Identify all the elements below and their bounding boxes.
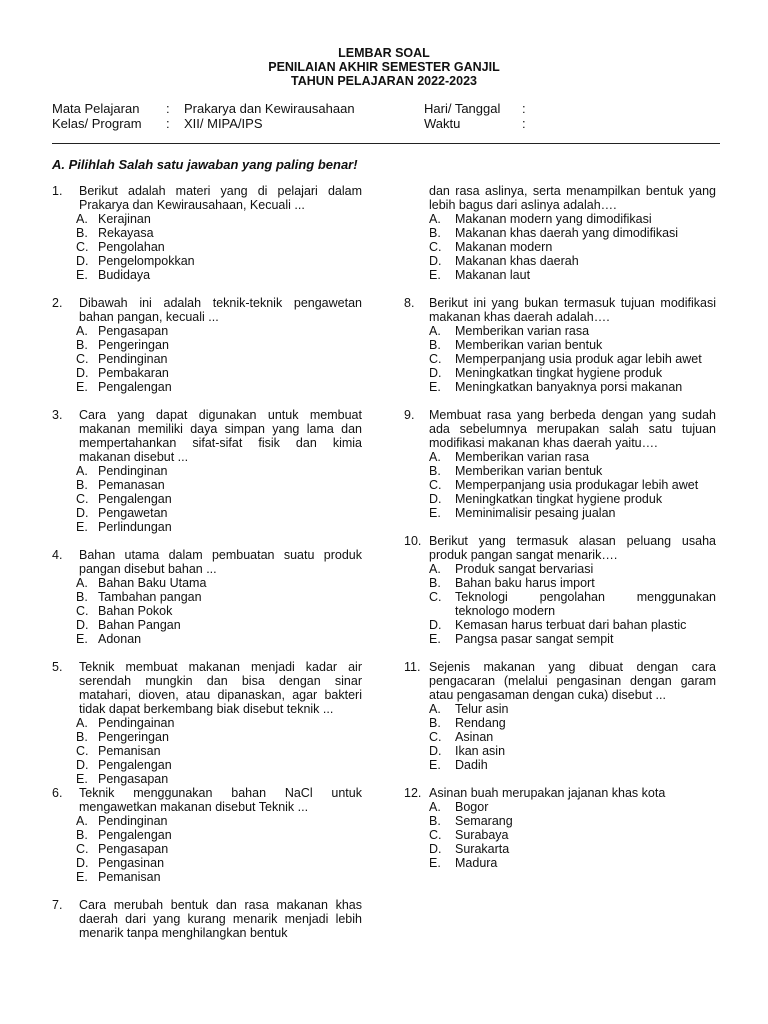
- option-text: Makanan modern: [455, 240, 553, 254]
- option-text: Pendinginan: [98, 464, 168, 478]
- left-column: [52, 184, 362, 940]
- answer-option: [429, 618, 716, 632]
- question-block: [404, 296, 716, 394]
- option-letter: A.: [429, 702, 441, 716]
- option-text: Pengalengan: [98, 828, 172, 842]
- option-letter: D.: [76, 366, 89, 380]
- class-value: XII/ MIPA/IPS: [184, 116, 263, 131]
- option-letter: A.: [76, 212, 88, 226]
- option-text: Pendinginan: [98, 352, 168, 366]
- option-text: Pengawetan: [98, 506, 168, 520]
- option-letter: A.: [76, 716, 88, 730]
- answer-option: [429, 744, 716, 758]
- option-text: Pengalengan: [98, 758, 172, 772]
- answer-option: [429, 268, 716, 282]
- answer-option: [76, 366, 362, 380]
- question-text: Berikut yang termasuk alasan peluang usaha produk pangan sangat menarik….: [429, 534, 716, 562]
- question-number: 9.: [404, 408, 415, 422]
- option-text: Pengasinan: [98, 856, 165, 870]
- answer-option: [76, 604, 362, 618]
- question-block: [404, 534, 716, 646]
- question-block: [52, 184, 362, 282]
- option-letter: A.: [429, 324, 441, 338]
- option-text: Semarang: [455, 814, 513, 828]
- answer-option: [76, 744, 362, 758]
- answer-option: [429, 492, 716, 506]
- answer-option: [76, 716, 362, 730]
- answer-option: [429, 562, 716, 576]
- option-text: Pengelompokkan: [98, 254, 195, 268]
- question-number: 3.: [52, 408, 63, 422]
- option-letter: B.: [76, 338, 88, 352]
- option-letter: A.: [429, 212, 441, 226]
- option-letter: E.: [76, 870, 88, 884]
- class-colon: :: [166, 116, 170, 131]
- answer-option: [76, 758, 362, 772]
- answer-option: [429, 758, 716, 772]
- answer-option: [76, 520, 362, 534]
- option-letter: C.: [76, 842, 89, 856]
- question-block: [52, 548, 362, 646]
- answer-option: [76, 492, 362, 506]
- header-title: LEMBAR SOAL: [338, 46, 430, 60]
- day-label: Hari/ Tanggal: [424, 101, 501, 116]
- question-7-continuation: [404, 184, 716, 282]
- option-text: Memberikan varian rasa: [455, 450, 590, 464]
- option-text: Pemanisan: [98, 870, 161, 884]
- option-text: Kerajinan: [98, 212, 151, 226]
- option-letter: C.: [76, 492, 89, 506]
- option-letter: E.: [76, 772, 88, 786]
- time-colon: :: [522, 116, 526, 131]
- answer-option: [76, 576, 362, 590]
- option-text: Pendinginan: [98, 814, 168, 828]
- option-text: Surabaya: [455, 828, 509, 842]
- answer-option: [429, 212, 716, 226]
- question-number: 10.: [404, 534, 422, 548]
- option-text: Perlindungan: [98, 520, 172, 534]
- option-letter: C.: [76, 604, 89, 618]
- option-text: Meminimalisir pesaing jualan: [455, 506, 616, 520]
- answer-option: [76, 772, 362, 786]
- answer-option: [429, 800, 716, 814]
- answer-option: [76, 240, 362, 254]
- option-text: Dadih: [455, 758, 488, 772]
- option-text: Pemanasan: [98, 478, 165, 492]
- answer-option: [429, 478, 716, 492]
- answer-option: [429, 254, 716, 268]
- option-text: Pendingainan: [98, 716, 175, 730]
- question-block: [404, 786, 716, 870]
- answer-option: [429, 338, 716, 352]
- question-text: Cara merubah bentuk dan rasa makanan khas daerah dari yang kurang menarik menjadi lebih menarik tanpa menghilangkan bentuk: [79, 898, 362, 940]
- option-letter: E.: [76, 632, 88, 646]
- option-text: Memperpanjang usia produkagar lebih awet: [455, 478, 699, 492]
- answer-option: [429, 716, 716, 730]
- answer-option: [76, 352, 362, 366]
- answer-option: [429, 450, 716, 464]
- answer-option: [429, 828, 716, 842]
- option-letter: E.: [76, 520, 88, 534]
- option-letter: D.: [76, 758, 89, 772]
- option-letter: A.: [76, 324, 88, 338]
- option-letter: A.: [429, 450, 441, 464]
- answer-option: [76, 828, 362, 842]
- option-letter: A.: [76, 814, 88, 828]
- question-block: [52, 660, 362, 786]
- answer-option: [429, 506, 716, 520]
- option-text: Pangsa pasar sangat sempit: [455, 632, 614, 646]
- question-block: [52, 898, 362, 940]
- option-text: Telur asin: [455, 702, 509, 716]
- day-colon: :: [522, 101, 526, 116]
- option-text: Ikan asin: [455, 744, 506, 758]
- question-number: 12.: [404, 786, 422, 800]
- answer-option: [76, 464, 362, 478]
- option-text: Tambahan pangan: [98, 590, 202, 604]
- section-title: A. Pilihlah Salah satu jawaban yang paling benar!: [52, 157, 358, 172]
- option-letter: E.: [429, 268, 441, 282]
- option-text: Produk sangat bervariasi: [455, 562, 594, 576]
- option-text: Bahan Pangan: [98, 618, 181, 632]
- answer-option: [76, 590, 362, 604]
- answer-option: [76, 338, 362, 352]
- option-letter: A.: [76, 464, 88, 478]
- answer-option: [76, 842, 362, 856]
- option-text: Budidaya: [98, 268, 151, 282]
- option-text: Memberikan varian bentuk: [455, 338, 603, 352]
- question-number: 6.: [52, 786, 63, 800]
- option-letter: E.: [429, 380, 441, 394]
- answer-option: [76, 856, 362, 870]
- option-letter: B.: [429, 464, 441, 478]
- answer-option: [429, 632, 716, 646]
- header-subtitle: PENILAIAN AKHIR SEMESTER GANJIL: [268, 60, 500, 74]
- header-year: TAHUN PELAJARAN 2022-2023: [291, 74, 477, 88]
- answer-option: [429, 366, 716, 380]
- question-text: Teknik membuat makanan menjadi kadar air serendah mungkin dan bisa dengan sinar matahari, dioven, atau dipanaskan, agar bakteri tidak dapat berkembang biak disebut teknik ...: [79, 660, 362, 716]
- option-text: Makanan laut: [455, 268, 531, 282]
- option-letter: D.: [429, 254, 442, 268]
- option-text: Meningkatkan banyaknya porsi makanan: [455, 380, 683, 394]
- option-text: Kemasan harus terbuat dari bahan plastic: [455, 618, 687, 632]
- question-block: [52, 408, 362, 534]
- option-text: Pengalengan: [98, 380, 172, 394]
- question-number: 1.: [52, 184, 63, 198]
- answer-option: [429, 856, 716, 870]
- question-text: Berikut ini yang bukan termasuk tujuan modifikasi makanan khas daerah adalah….: [429, 296, 716, 324]
- option-text: Rekayasa: [98, 226, 154, 240]
- answer-option: [76, 254, 362, 268]
- answer-option: [76, 870, 362, 884]
- subject-colon: :: [166, 101, 170, 116]
- option-letter: B.: [429, 716, 441, 730]
- answer-option: [429, 730, 716, 744]
- question-number: 7.: [52, 898, 63, 912]
- answer-option: [429, 464, 716, 478]
- option-letter: B.: [429, 576, 441, 590]
- option-letter: D.: [429, 744, 442, 758]
- option-letter: E.: [76, 268, 88, 282]
- option-text: Bogor: [455, 800, 489, 814]
- class-label: Kelas/ Program: [52, 116, 142, 131]
- question-number: 5.: [52, 660, 63, 674]
- question-block: [52, 786, 362, 884]
- question-text: Sejenis makanan yang dibuat dengan cara pengacaran (melalui pengasinan dengan garam atau pengasaman dengan cuka) disebut ...: [429, 660, 716, 702]
- answer-option: [429, 324, 716, 338]
- question-number: 8.: [404, 296, 415, 310]
- question-text: Bahan utama dalam pembuatan suatu produk pangan disebut bahan ...: [79, 548, 362, 576]
- option-text: Madura: [455, 856, 498, 870]
- answer-option: [429, 576, 716, 590]
- option-text: Bahan baku harus import: [455, 576, 595, 590]
- option-text: Pembakaran: [98, 366, 169, 380]
- answer-option: [76, 506, 362, 520]
- option-letter: B.: [76, 478, 88, 492]
- question-text: Cara yang dapat digunakan untuk membuat makanan memiliki daya simpan yang lama dan mempertahankan sifat-sifat fisik dan kimia makanan disebut ...: [79, 408, 362, 464]
- question-number: 4.: [52, 548, 63, 562]
- option-letter: B.: [76, 590, 88, 604]
- option-letter: C.: [429, 478, 442, 492]
- option-text: Makanan modern yang dimodifikasi: [455, 212, 652, 226]
- option-text: Memperpanjang usia produk agar lebih awet: [455, 352, 702, 366]
- option-text: Makanan khas daerah yang dimodifikasi: [455, 226, 679, 240]
- answer-option: [429, 842, 716, 856]
- option-letter: B.: [429, 814, 441, 828]
- option-text: Pengolahan: [98, 240, 165, 254]
- question-text: Berikut adalah materi yang di pelajari dalam Prakarya dan Kewirausahaan, Kecuali ...: [79, 184, 362, 212]
- option-text: Makanan khas daerah: [455, 254, 579, 268]
- question-block: [404, 660, 716, 772]
- option-text: Adonan: [98, 632, 142, 646]
- question-text: Membuat rasa yang berbeda dengan yang sudah ada sebelumnya merupakan salah satu tujuan modifikasi makanan khas daerah yaitu….: [429, 408, 716, 450]
- answer-option: [429, 702, 716, 716]
- answer-option: [76, 212, 362, 226]
- answer-option: [76, 380, 362, 394]
- question-text: Teknik menggunakan bahan NaCl untuk mengawetkan makanan disebut Teknik ...: [79, 786, 362, 814]
- answer-option: [76, 226, 362, 240]
- answer-option: [76, 324, 362, 338]
- answer-option: [76, 478, 362, 492]
- option-text: Meningkatkan tingkat hygiene produk: [455, 492, 663, 506]
- option-text: Pengasapan: [98, 772, 169, 786]
- answer-option: [76, 814, 362, 828]
- answer-option: [429, 380, 716, 394]
- option-text: Pengeringan: [98, 338, 169, 352]
- option-text: Pengeringan: [98, 730, 169, 744]
- option-text: Pengasapan: [98, 842, 169, 856]
- option-letter: C.: [76, 352, 89, 366]
- answer-option: [429, 226, 716, 240]
- option-letter: A.: [429, 800, 441, 814]
- answer-option: [429, 590, 716, 618]
- header-divider: [52, 143, 720, 144]
- option-letter: C.: [76, 240, 89, 254]
- option-letter: C.: [429, 730, 442, 744]
- option-letter: E.: [429, 632, 441, 646]
- option-letter: E.: [429, 758, 441, 772]
- answer-option: [429, 352, 716, 366]
- option-letter: C.: [429, 352, 442, 366]
- answer-option: [76, 632, 362, 646]
- option-letter: E.: [429, 506, 441, 520]
- subject-value: Prakarya dan Kewirausahaan: [184, 101, 355, 116]
- option-letter: D.: [429, 618, 442, 632]
- option-letter: A.: [76, 576, 88, 590]
- option-text: Pemanisan: [98, 744, 161, 758]
- option-letter: D.: [429, 366, 442, 380]
- time-label: Waktu: [424, 116, 461, 131]
- answer-option: [76, 268, 362, 282]
- option-text: Teknologi pengolahan menggunakan teknologo modern: [455, 590, 716, 618]
- option-text: Memberikan varian rasa: [455, 324, 590, 338]
- answer-option: [76, 618, 362, 632]
- option-letter: D.: [429, 492, 442, 506]
- option-letter: D.: [76, 254, 89, 268]
- subject-label: Mata Pelajaran: [52, 101, 140, 116]
- option-letter: A.: [429, 562, 441, 576]
- option-text: Bahan Baku Utama: [98, 576, 207, 590]
- option-letter: C.: [429, 590, 442, 604]
- question-number: 11.: [404, 660, 421, 674]
- option-text: Surakarta: [455, 842, 510, 856]
- option-letter: C.: [76, 744, 89, 758]
- question-text: Dibawah ini adalah teknik-teknik pengawetan bahan pangan, kecuali ...: [79, 296, 362, 324]
- option-letter: B.: [429, 226, 441, 240]
- option-letter: D.: [429, 842, 442, 856]
- question-text: dan rasa aslinya, serta menampilkan bentuk yang lebih bagus dari aslinya adalah….: [429, 184, 716, 212]
- option-letter: D.: [76, 506, 89, 520]
- option-letter: B.: [76, 828, 88, 842]
- right-column: [404, 184, 716, 884]
- option-text: Bahan Pokok: [98, 604, 173, 618]
- option-letter: D.: [76, 618, 89, 632]
- option-text: Rendang: [455, 716, 506, 730]
- option-letter: D.: [76, 856, 89, 870]
- option-text: Asinan: [455, 730, 494, 744]
- question-block: [52, 296, 362, 394]
- answer-option: [429, 240, 716, 254]
- option-letter: C.: [429, 240, 442, 254]
- question-block: [404, 408, 716, 520]
- answer-option: [429, 814, 716, 828]
- option-letter: B.: [76, 226, 88, 240]
- question-text: Asinan buah merupakan jajanan khas kota: [429, 786, 666, 800]
- option-letter: E.: [76, 380, 88, 394]
- option-text: Memberikan varian bentuk: [455, 464, 603, 478]
- option-text: Meningkatkan tingkat hygiene produk: [455, 366, 663, 380]
- answer-option: [76, 730, 362, 744]
- question-number: 2.: [52, 296, 63, 310]
- option-text: Pengalengan: [98, 492, 172, 506]
- option-text: Pengasapan: [98, 324, 169, 338]
- option-letter: C.: [429, 828, 442, 842]
- option-letter: E.: [429, 856, 441, 870]
- option-letter: B.: [76, 730, 88, 744]
- option-letter: B.: [429, 338, 441, 352]
